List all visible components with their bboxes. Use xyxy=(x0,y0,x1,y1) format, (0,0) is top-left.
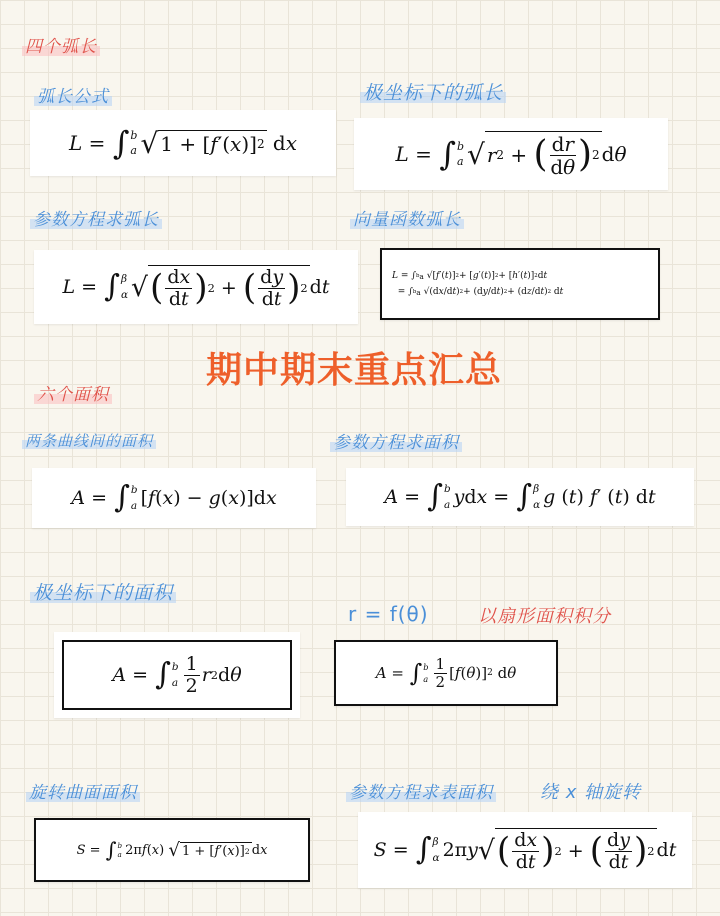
formula-polar-area: A = ∫ b a $\frac{1}{2}$ r 2 d θ xyxy=(54,632,300,718)
label-revolution-area: 旋转曲面面积 xyxy=(26,778,140,803)
formula-revolution-area: S = ∫ b a 2π f ( x ) √ 1 + [ f ′( x )] 2 d x xyxy=(34,818,310,882)
label-arc-formula: 弧长公式 xyxy=(34,82,112,107)
label-between-curves: 两条曲线间的面积 xyxy=(22,430,156,451)
label-param-surface: 参数方程求表面积 xyxy=(346,778,496,803)
page-title: 期中期末重点汇总 xyxy=(206,350,503,391)
label-r-eq: r = f(θ) xyxy=(348,602,429,626)
formula-param-area: A = ∫ b a y d x = ∫ β α g ( t ) f ′ ( t ) d t xyxy=(346,468,694,526)
formula-sector-area: A = ∫ b a $\frac{1}{2}$ [ f ( θ )] 2 d θ xyxy=(334,640,558,706)
formula-param-arc: L = ∫ β α √ ( $\frac{dx}{dt}$ ) 2 + ( $\frac{dy}{dt}$ ) 2 d t xyxy=(34,250,358,324)
label-polar-arc: 极坐标下的弧长 xyxy=(360,78,506,105)
label-vector-arc: 向量函数弧长 xyxy=(350,205,464,230)
section-six-area: 六个面积 xyxy=(34,380,112,405)
formula-between-curves: A = ∫ b a [ f ( x ) − g ( x )]d x xyxy=(32,468,316,528)
formula-vector-arc: L = ∫ b a √[ f ′( t )] 2 + [ g ′( t )] 2 + [ h ′( t )] 2 d t = ∫ b a √(d x /d t ) 2 + (d y /d t ) 2 + (d z /d t ) 2 d t xyxy=(380,248,660,320)
formula-param-surface: S = ∫ β α 2π y √ ( $\frac{dx}{dt}$ ) 2 + ( $\frac{dy}{dt}$ ) 2 d t xyxy=(358,812,692,888)
formula-arc-length: L = ∫ b a √ 1 + [ f ′( x )] 2 d x xyxy=(30,110,336,176)
section-arc-length: 四个弧长 xyxy=(22,32,100,57)
label-polar-area: 极坐标下的面积 xyxy=(30,578,176,605)
formula-polar-arc: L = ∫ b a √ r 2 + ( $\frac{dr}{d\theta}$ ) 2 d θ xyxy=(354,118,668,190)
label-around-x: 绕 x 轴旋转 xyxy=(540,782,642,803)
label-sector-note: 以扇形面积积分 xyxy=(478,606,611,627)
label-param-area: 参数方程求面积 xyxy=(330,428,462,453)
label-param-arc: 参数方程求弧长 xyxy=(30,205,162,230)
